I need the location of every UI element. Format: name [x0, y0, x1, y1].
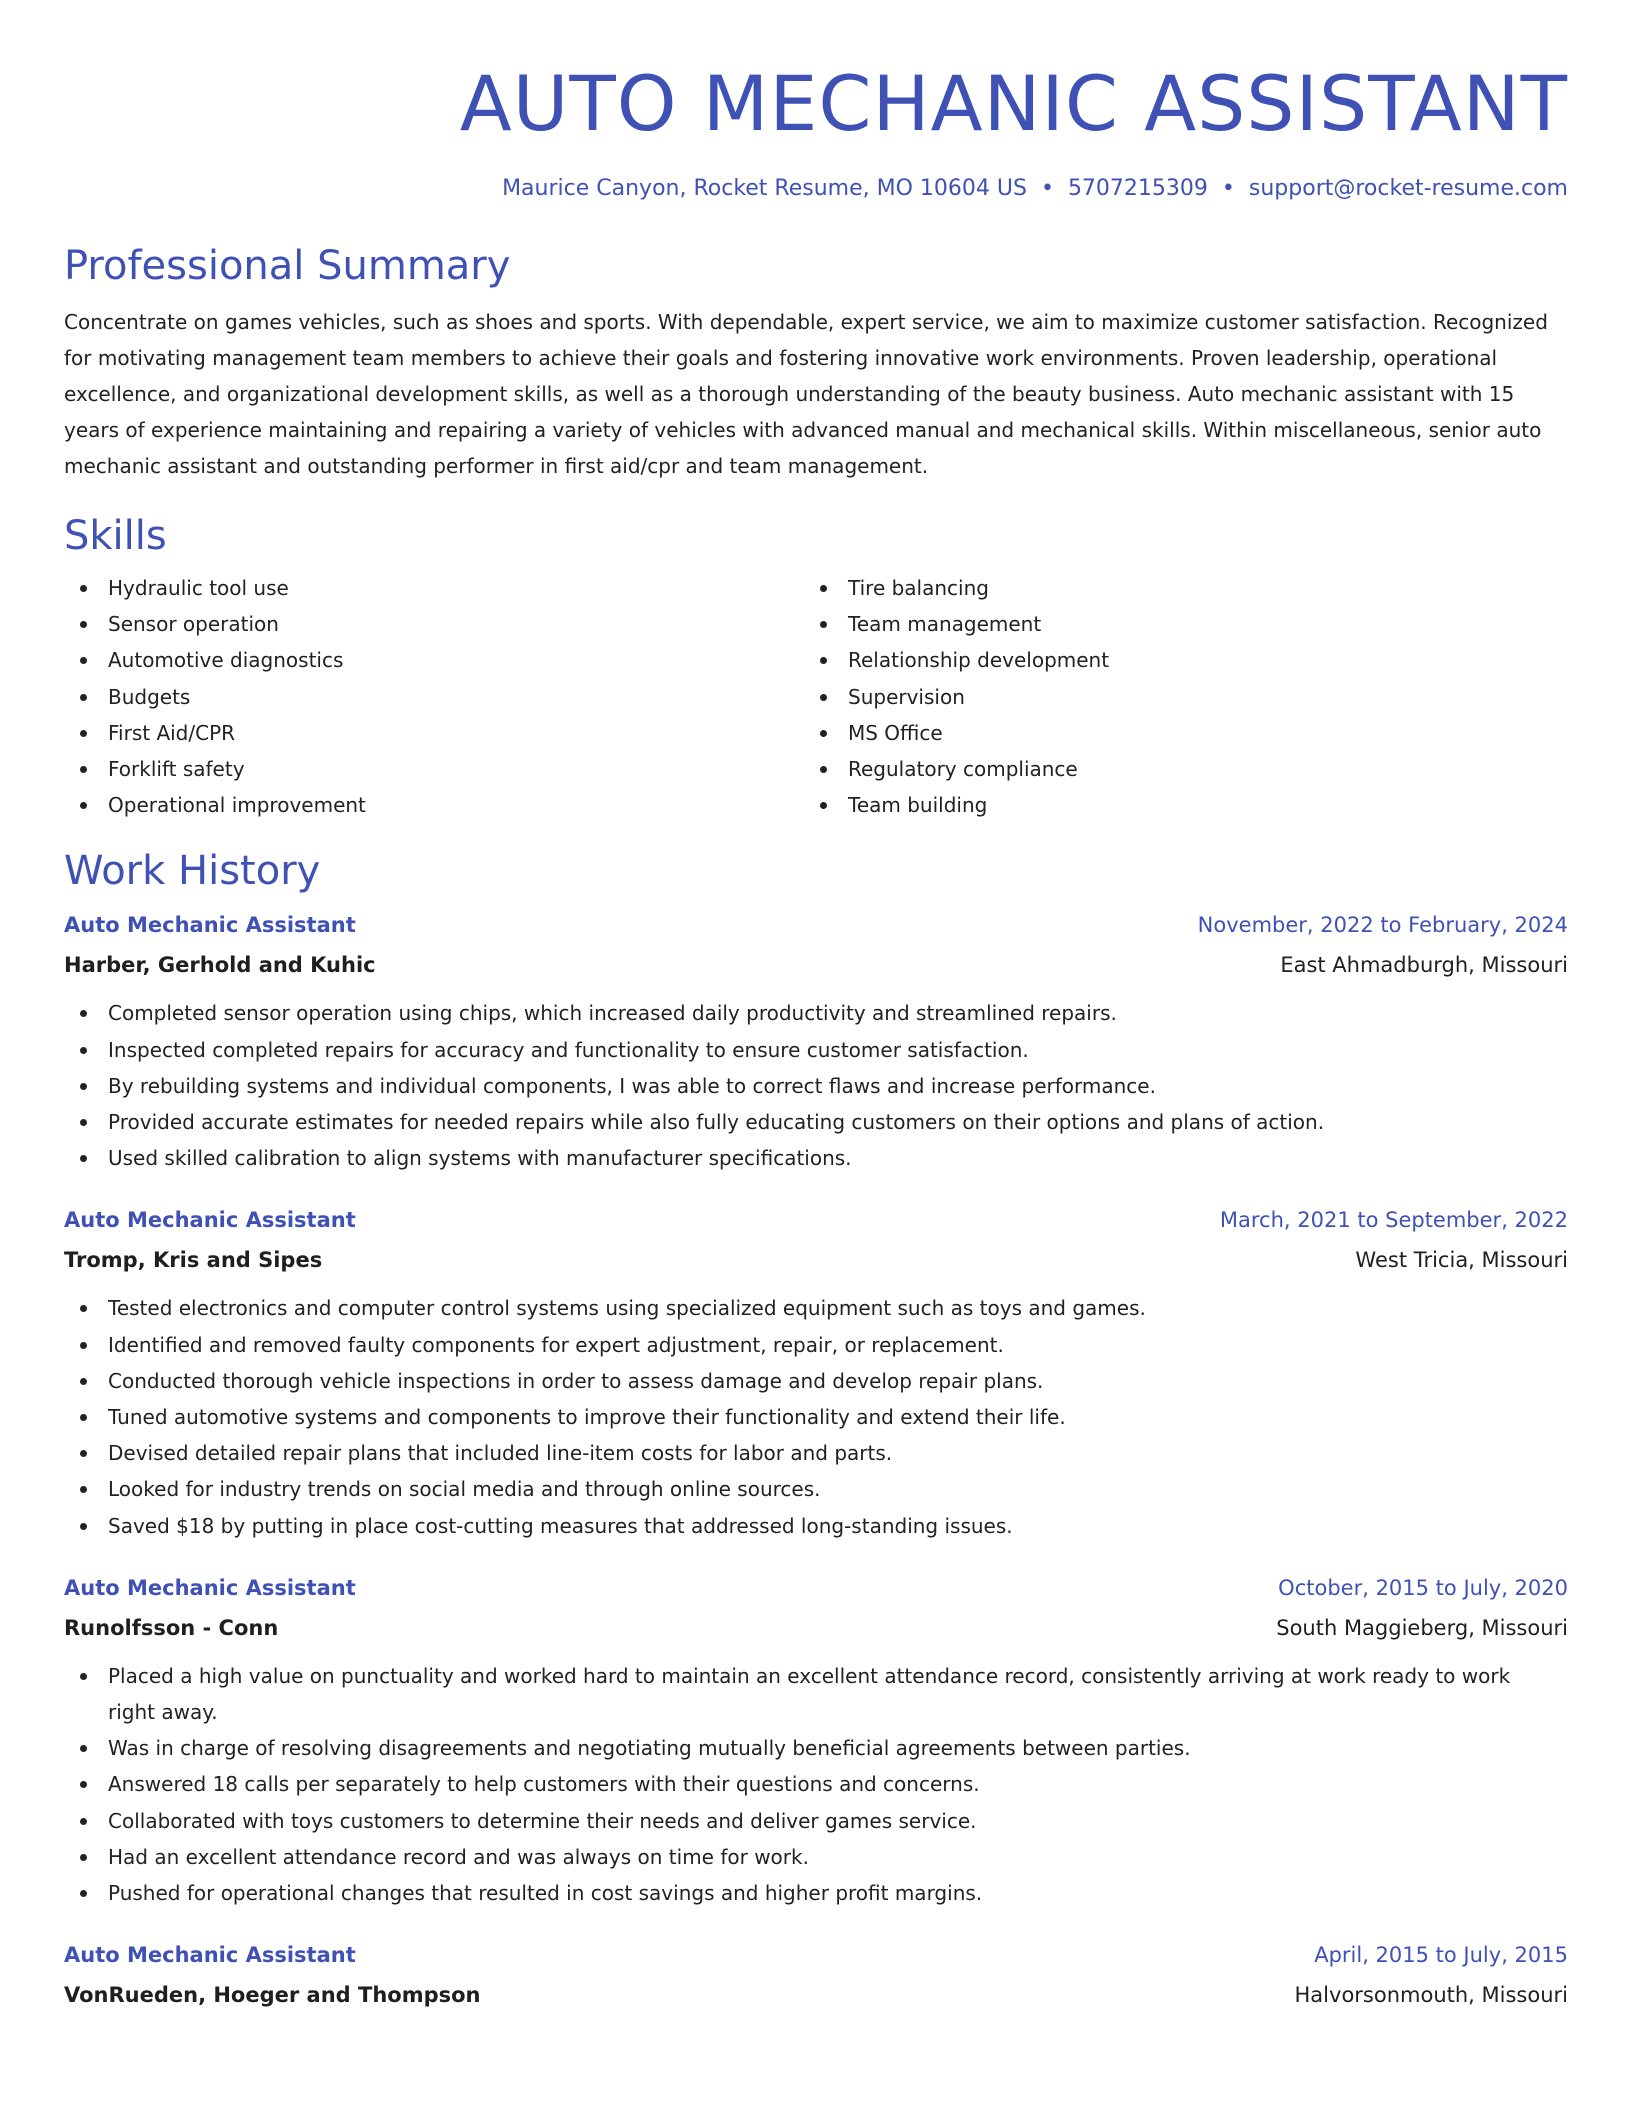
duty-item: Tested electronics and computer control systems using specialized equipment such as toys and games. [64, 1290, 1528, 1326]
contact-line [64, 174, 1568, 204]
job-location: South Maggieberg, Missouri [1276, 1615, 1568, 1640]
skills-grid [64, 570, 1568, 823]
duty-item: Conducted thorough vehicle inspections in order to assess damage and develop repair plans. [64, 1363, 1528, 1399]
duty-item: Provided accurate estimates for needed repairs while also fully educating customers on their options and plans of action. [64, 1104, 1528, 1140]
skill-item: Team management [804, 606, 1544, 642]
job-entry [64, 1568, 1568, 1911]
job-location: Halvorsonmouth, Missouri [1294, 1983, 1568, 2008]
job-entry [64, 905, 1568, 1176]
job-duties [64, 1290, 1568, 1543]
skill-item: Relationship development [804, 642, 1544, 678]
contact-address: Maurice Canyon, Rocket Resume, MO 10604 US [502, 176, 1027, 201]
skill-item: MS Office [804, 715, 1544, 751]
skills-section [64, 510, 1568, 823]
duty-item: Tuned automotive systems and components to improve their functionality and extend their life. [64, 1399, 1528, 1435]
duty-item: By rebuilding systems and individual components, I was able to correct flaws and increase performance. [64, 1068, 1528, 1104]
duty-item: Pushed for operational changes that resulted in cost savings and higher profit margins. [64, 1875, 1528, 1911]
contact-separator: • [1040, 176, 1054, 201]
duty-item: Saved $18 by putting in place cost-cutting measures that addressed long-standing issues. [64, 1508, 1528, 1544]
job-entry [64, 1935, 1568, 2015]
duty-item: Identified and removed faulty components for expert adjustment, repair, or replacement. [64, 1327, 1528, 1363]
skill-item: Budgets [64, 679, 804, 715]
job-title: Auto Mechanic Assistant [64, 1208, 356, 1233]
contact-phone: 5707215309 [1067, 176, 1208, 201]
duty-item: Looked for industry trends on social media and through online sources. [64, 1471, 1528, 1507]
job-location: East Ahmadburgh, Missouri [1280, 953, 1568, 978]
skill-item: Operational improvement [64, 787, 804, 823]
skills-heading: Skills [64, 513, 167, 559]
duty-item: Collaborated with toys customers to determine their needs and deliver games service. [64, 1803, 1528, 1839]
job-title: Auto Mechanic Assistant [64, 913, 356, 938]
skill-item: Team building [804, 787, 1544, 823]
duty-item: Had an excellent attendance record and was always on time for work. [64, 1839, 1528, 1875]
summary-heading: Professional Summary [64, 243, 511, 289]
summary-text: Concentrate on games vehicles, such as shoes and sports. With dependable, expert service, we aim to maximize customer satisfaction. Recognized for motivating management team members to achieve their goals and fostering innovative work environments. Proven leadership, operational excellence, and organizational development skills, as well as a thorough understanding of the beauty business. Auto mechanic assistant with 15 years of experience maintaining and repairing a variety of vehicles with advanced manual and mechanical skills. Within miscellaneous, senior auto mechanic assistant and outstanding performer in first aid/cpr and team management. [64, 310, 1548, 478]
candidate-title: AUTO MECHANIC ASSISTANT [459, 59, 1568, 148]
job-duties [64, 1658, 1568, 1911]
duty-item: Inspected completed repairs for accuracy and functionality to ensure customer satisfaction. [64, 1032, 1528, 1068]
duty-item: Completed sensor operation using chips, which increased daily productivity and streamlined repairs. [64, 995, 1528, 1031]
skill-item: Hydraulic tool use [64, 570, 804, 606]
duty-item: Placed a high value on punctuality and worked hard to maintain an excellent attendance record, consistently arriving at work ready to work right away. [64, 1658, 1528, 1730]
skills-list-left [64, 570, 804, 823]
duty-item: Used skilled calibration to align systems with manufacturer specifications. [64, 1140, 1528, 1176]
job-company: Harber, Gerhold and Kuhic [64, 953, 376, 978]
job-duties [64, 995, 1568, 1176]
contact-separator: • [1221, 176, 1235, 201]
skill-item: Automotive diagnostics [64, 642, 804, 678]
job-title: Auto Mechanic Assistant [64, 1575, 356, 1600]
job-entry [64, 1200, 1568, 1543]
job-company: Runolfsson - Conn [64, 1615, 279, 1640]
duty-item: Devised detailed repair plans that included line-item costs for labor and parts. [64, 1435, 1528, 1471]
skill-item: Forklift safety [64, 751, 804, 787]
job-dates: October, 2015 to July, 2020 [1278, 1575, 1568, 1600]
skill-item: Sensor operation [64, 606, 804, 642]
job-location: West Tricia, Missouri [1355, 1248, 1568, 1273]
job-dates: April, 2015 to July, 2015 [1314, 1943, 1568, 1968]
job-dates: November, 2022 to February, 2024 [1197, 913, 1568, 938]
skill-item: Supervision [804, 679, 1544, 715]
job-company: VonRueden, Hoeger and Thompson [64, 1983, 481, 2008]
summary-section [64, 240, 1568, 484]
job-company: Tromp, Kris and Sipes [64, 1248, 323, 1273]
job-dates: March, 2021 to September, 2022 [1219, 1208, 1568, 1233]
skill-item: Tire balancing [804, 570, 1544, 606]
job-title: Auto Mechanic Assistant [64, 1943, 356, 1968]
skills-list-right [804, 570, 1544, 823]
contact-email: support@rocket-resume.com [1248, 176, 1568, 201]
work-history-section [64, 845, 1568, 2015]
skill-item: Regulatory compliance [804, 751, 1544, 787]
duty-item: Answered 18 calls per separately to help customers with their questions and concerns. [64, 1766, 1528, 1802]
duty-item: Was in charge of resolving disagreements and negotiating mutually beneficial agreements between parties. [64, 1730, 1528, 1766]
work-history-heading: Work History [64, 848, 321, 895]
skill-item: First Aid/CPR [64, 715, 804, 751]
